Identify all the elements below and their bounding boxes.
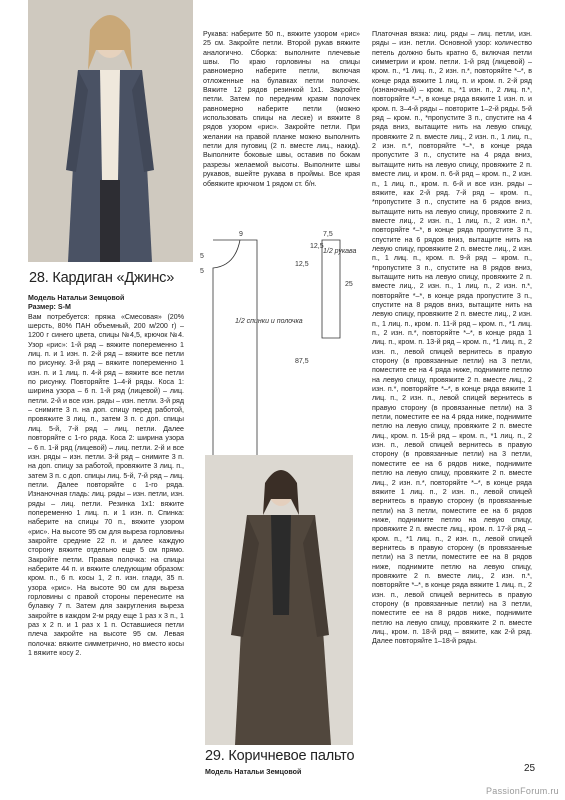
diagram-label-87-5: 87,5 bbox=[295, 358, 309, 365]
diagram-label-12-5: 12,5 bbox=[295, 261, 309, 268]
assembly-instructions: Рукава: наберите 50 п., вяжите узором «рис» 25 см. Закройте петли. Второй рукав вяжите аналогично. Сборка: выполните плечевые швы. По краю горловины на спицы равномерно наберите петли, включая отложенные на булавках петли полочек. Вяжите 12 рядов резинкой 1х1. Закройте петли. Затем по передним краям полочек равномерно наберите петли (можно использовать спицы на леске) и вяжите 8 рядов узором «рис». Закройте петли. При желании на правой планке можно выполнить петли для пуговиц (2 п. вместе лиц., накид). Выполните боковые швы, оставив по бокам разрезы желаемой высоты. Выполните швы рукавов, вшейте рукава в проймы. Все края обвяжите крючком 1 рядом ст. б/н. bbox=[203, 30, 360, 188]
page-number: 25 bbox=[524, 763, 536, 774]
pattern-diagram bbox=[195, 228, 360, 463]
coat-title: 29. Коричневое пальто bbox=[205, 748, 355, 764]
diagram-label-25: 25 bbox=[345, 281, 353, 288]
cardigan-column bbox=[28, 294, 184, 658]
coat-model-illustration bbox=[205, 455, 353, 745]
coat-model-credit: Модель Натальи Земцовой bbox=[205, 768, 302, 776]
assembly-column bbox=[203, 30, 360, 189]
diagram-label-5b: 5 bbox=[200, 268, 204, 275]
diagram-label-top: 9 bbox=[239, 231, 243, 238]
diagram-label-5a: 5 bbox=[200, 253, 204, 260]
cardigan-photo bbox=[28, 0, 193, 262]
cardigan-title: 28. Кардиган «Джинс» bbox=[29, 270, 175, 286]
stitch-instructions: Платочная вязка: лиц. ряды – лиц. петли, изн. ряды – изн. петли. Основной узор: количество петель должно быть кратно 6, включая петли симметрии и кром. петли. 1-й ряд (лицевой) – кром. п., *1 лиц. п., 2 изн. п.*, повторяйте *–*, в конце ряда вяжите 1 лиц. п. и кром. п. 2-й ряд (изнаночный) – кром. п., *1 изн. п., 2 лиц. п.*, повторяйте *–*, в конце ряда вяжите 1 изн. п. и кром. п. 3–4-й ряды – повторите 1–2-й ряды. 5-й ряд – кром. п., *пропустите 3 п., спустите на 4 ряда вниз, вытащите нить на левую спицу, провяжите 2 п. вместе лиц., 2 изн. п., 1 лиц. п., 2 изн. п.*, повторяйте *–*, в конце ряда пропустите 3 п., спустите на 4 ряда вниз, вытащите нить на левую спицу, провяжите 2 п. вместе лиц. и кром. п. 6-й ряд – кром. п., 2 изн. п., 1 лиц. п., кром. п. 6-й и все изн. ряды – вяжите, как 2-й ряд. 7-й ряд – кром. п., *пропустите 3 п., спустите на 6 рядов вниз, вытащите нить на левую спицу, провяжите 2 п. вместе лиц., 2 изн. п., 1 лиц. п., 2 изн. п.*, повторяйте *–*, в конце ряда пропустите 3 п., спустите на 6 рядов вниз, вытащите нить на левую спицу, провяжите 2 п. вместе лиц., 2 изн. п., 1 лиц. п., кром. п. 9-й ряд – кром. п., *пропустите 3 п., спустите на 8 рядов вниз, вытащите нить на левую спицу, провяжите 2 п. вместе лиц., 2 изн. п., 1 лиц. п., 2 изн. п.*, повторяйте *–*, в конце ряда пропустите 3 п., спустите на 8 рядов вниз, вытащите нить на левую спицу, провяжите 2 п. вместе лиц., 2 изн. п., 1 лиц. п., кром. п. 11-й ряд – кром. п., *1 лиц. п., 2 изн. п.*, повторяйте *–*, в конце ряда 1 лиц. п., кром. п. 13-й ряд – кром. п., *1 лиц. п., 2 изн. п., левой спицей вернитесь в правую сторону (в провязанные петли) на 3 петли, поместите ее на 4 ряда ниже, поднимите петлю на левую спицу, провяжите 2 п. вместе лиц., 2 изн. п.*, повторяйте *–*, в конце ряда вяжите 1 лиц. п., 2 изн. п., левой спицей вернитесь в правую сторону (в провязанные петли) на 3 петли, поместите ее на 4 ряда ниже, поднимите петлю на левую спицу, провяжите 2 п. вместе лиц., кром. п. 15-й ряд – кром. п., *1 лиц. п., 2 изн. п., левой спицей вернитесь в правую сторону (в провязанные петли) на 3 петли, поместите ее на 6 рядов ниже, поднимите петлю на левую спицу, провяжите 2 п. вместе лиц., 2 изн. п.*, повторяйте *–*, в конце ряда вяжите 1 лиц. п., 2 изн. п., левой спицей вернитесь в правую сторону (в провязанные петли) на 3 петли, поместите ее на 6 рядов ниже, поднимите петлю на левую спицу, провяжите 2 п. вместе лиц., кром. п. 17-й ряд – кром. п., *1 лиц. п., 2 изн. п., левой спицей вернитесь в правую сторону (в провязанные петли) на 3 петли, поместите ее на 8 рядов ниже, поднимите петлю на левую спицу, провяжите 2 п. вместе лиц., 2 изн. п.*, повторяйте *–*, в конце ряда вяжите 1 лиц. п., 2 изн. п., левой спицей вернитесь в правую сторону (в провязанные петли) на 3 петли, поместите ее на 8 рядов ниже, поднимите петлю на левую спицу, провяжите 2 п. вместе лиц., кром. п. 18-й ряд – вяжите, как 2-й ряд. Далее повторяйте 1–18-й ряды. bbox=[372, 30, 532, 646]
watermark: PassionForum.ru bbox=[485, 785, 559, 796]
diagram-label-rukava: 1/2 рукава bbox=[323, 248, 357, 255]
cardigan-model-illustration bbox=[28, 0, 193, 262]
diagram-label-sleeve-12-5: 12,5 bbox=[310, 243, 324, 250]
cardigan-model-credit: Модель Натальи Земцовой bbox=[28, 294, 125, 302]
coat-photo bbox=[205, 455, 353, 745]
coat-column bbox=[205, 768, 363, 777]
cardigan-instructions: Вам потребуется: пряжа «Смесовая» (20% шерсть, 80% ПАН объемный, 200 м/200 г) – 1200 г синего цвета, спицы №4,5, крючок №4. Узор «рис»: 1-й ряд – вяжите попеременно 1 лиц. п. и 1 изн. п. 2-й ряд – вяжите все петли по рисунку. 3-й ряд – вяжите попеременно 1 изн. п. и 1 лиц. п. 4-й ряд – вяжите все петли по рисунку. Повторяйте 1–4-й ряды. Коса 1: ширина узора – 6 п. 1-й ряд (лицевой) – лиц. петли. 2-й и все изн. ряды – изн. петли. 3-й ряд – снимите 3 п. на доп. спицу перед работой, провяжите 3 лиц. п., затем 3 п. с доп. спицы лиц. 5-й, 7-й ряд – лиц. петли. Далее повторяйте с 1-го ряда. Коса 2: ширина узора – 6 п. 1-й ряд (лицевой) – лиц. петли. 2-й и все изн. ряды – изн. петли. 3-й ряд – снимите 3 п. на доп. спицу за работой, провяжите 3 лиц. п., затем 3 п. с доп. спицы лиц. 5-й, 7-й ряд – лиц. петли. Далее повторяйте с 1-го ряда. Изнаночная гладь: лиц. ряды – изн. петли, изн. ряды – лиц. петли. Резинка 1х1: вяжите попеременно 1 лиц. п. и 1 изн. п. Спинка: наберите на спицы 70 п., вяжите узором «рис». На высоте 95 см для выреза горловины закройте средние 22 п. и далее каждую сторону вяжите отдельно еще 5 см прямо. Закройте петли. Правая полочка: на спицы наберите 44 п. и вяжите следующим образом: кром. п., 6 п. косы 1, 2 п. изн. глади, 35 п. узора «рис». На высоте 90 см для выреза горловины с правой стороны перенесите на булавку 7 п. Затем для закругления выреза закройте в каждом 2-м ряду еще 1 раз х 3 п., 1 раз х 2 п. и 1 раз х 1 п. Оставшиеся петли плеча закройте на высоте 95 см. Левая полочка: вяжите симметрично, но вместо косы 1 вяжите косу 2. bbox=[28, 312, 184, 658]
stitch-column bbox=[372, 30, 532, 647]
diagram-label-7-5: 7,5 bbox=[323, 231, 333, 238]
cardigan-size: Размер: S-M bbox=[28, 303, 71, 312]
diagram-label-spinka: 1/2 спинки и полочка bbox=[235, 318, 303, 325]
